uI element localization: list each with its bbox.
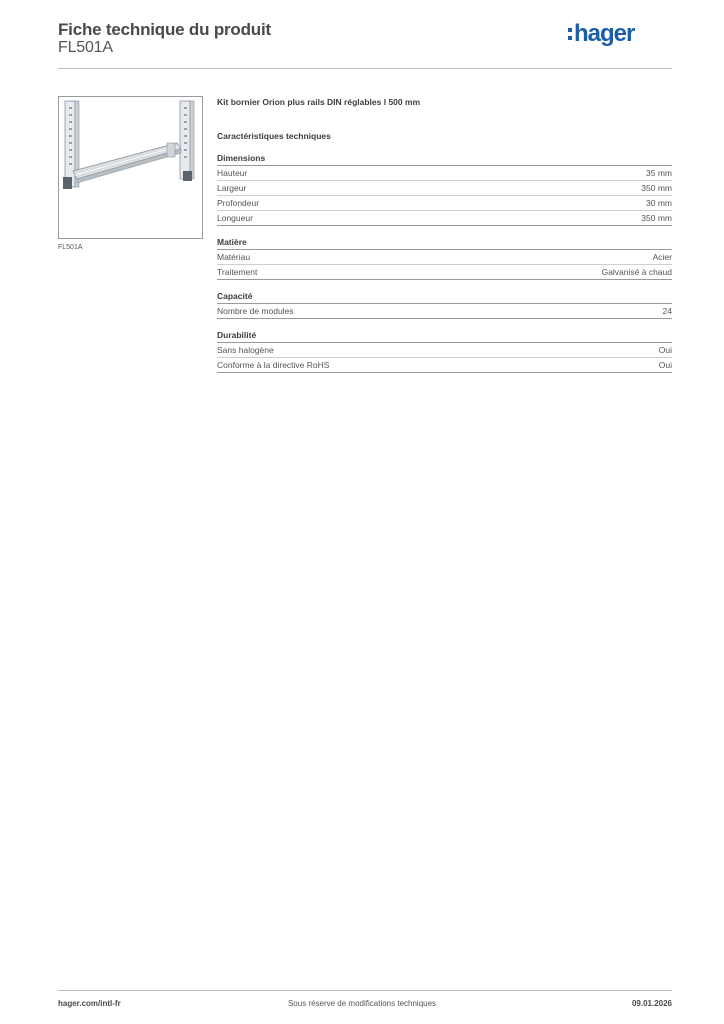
header-divider bbox=[58, 68, 672, 69]
spec-label: Largeur bbox=[217, 183, 247, 193]
footer-divider bbox=[58, 990, 672, 991]
spec-value: 350 mm bbox=[641, 213, 672, 223]
section-title: Durabilité bbox=[217, 329, 672, 343]
spec-label: Profondeur bbox=[217, 198, 260, 208]
section-dimensions bbox=[217, 152, 672, 226]
spec-row bbox=[217, 250, 672, 265]
section-title: Capacité bbox=[217, 290, 672, 304]
spec-heading: Caractéristiques techniques bbox=[217, 131, 331, 141]
spec-row bbox=[217, 343, 672, 358]
spec-value: Oui bbox=[658, 345, 672, 355]
spec-row bbox=[217, 181, 672, 196]
image-caption: FL501A bbox=[58, 244, 83, 251]
footer-website-link[interactable]: hager.com/intl-fr bbox=[58, 999, 121, 1008]
spec-label: Conforme à la directive RoHS bbox=[217, 360, 330, 370]
spec-value: 35 mm bbox=[646, 168, 672, 178]
spec-label: Nombre de modules bbox=[217, 306, 294, 316]
spec-row bbox=[217, 358, 672, 373]
spec-label: Hauteur bbox=[217, 168, 248, 178]
section-matiere bbox=[217, 236, 672, 280]
spec-value: Acier bbox=[652, 252, 672, 262]
spec-value: 24 bbox=[662, 306, 672, 316]
page-title: Fiche technique du produit bbox=[58, 20, 271, 39]
spec-label: Sans halogène bbox=[217, 345, 274, 355]
spec-value: Galvanisé à chaud bbox=[601, 267, 672, 277]
spec-value: 30 mm bbox=[646, 198, 672, 208]
spec-label: Matériau bbox=[217, 252, 251, 262]
product-reference: FL501A bbox=[58, 39, 113, 56]
section-durabilite bbox=[217, 329, 672, 373]
spec-value: 350 mm bbox=[641, 183, 672, 193]
spec-row bbox=[217, 265, 672, 280]
footer-date: 09.01.2026 bbox=[631, 999, 672, 1008]
section-title: Matière bbox=[217, 236, 672, 250]
product-image bbox=[58, 96, 203, 239]
brand-wordmark: hager bbox=[574, 20, 635, 47]
section-capacite bbox=[217, 290, 672, 319]
spec-label: Longueur bbox=[217, 213, 253, 223]
footer-notice: Sous réserve de modifications techniques bbox=[287, 999, 437, 1008]
spec-row bbox=[217, 166, 672, 181]
spec-content bbox=[217, 96, 672, 373]
hager-logo[interactable] bbox=[566, 15, 658, 49]
product-description: Kit bornier Orion plus rails DIN réglables l 500 mm bbox=[217, 97, 421, 107]
spec-row bbox=[217, 304, 672, 319]
spec-value: Oui bbox=[658, 360, 672, 370]
spec-row bbox=[217, 211, 672, 226]
spec-row bbox=[217, 196, 672, 211]
section-title: Dimensions bbox=[217, 152, 672, 166]
spec-label: Traitement bbox=[217, 267, 258, 277]
